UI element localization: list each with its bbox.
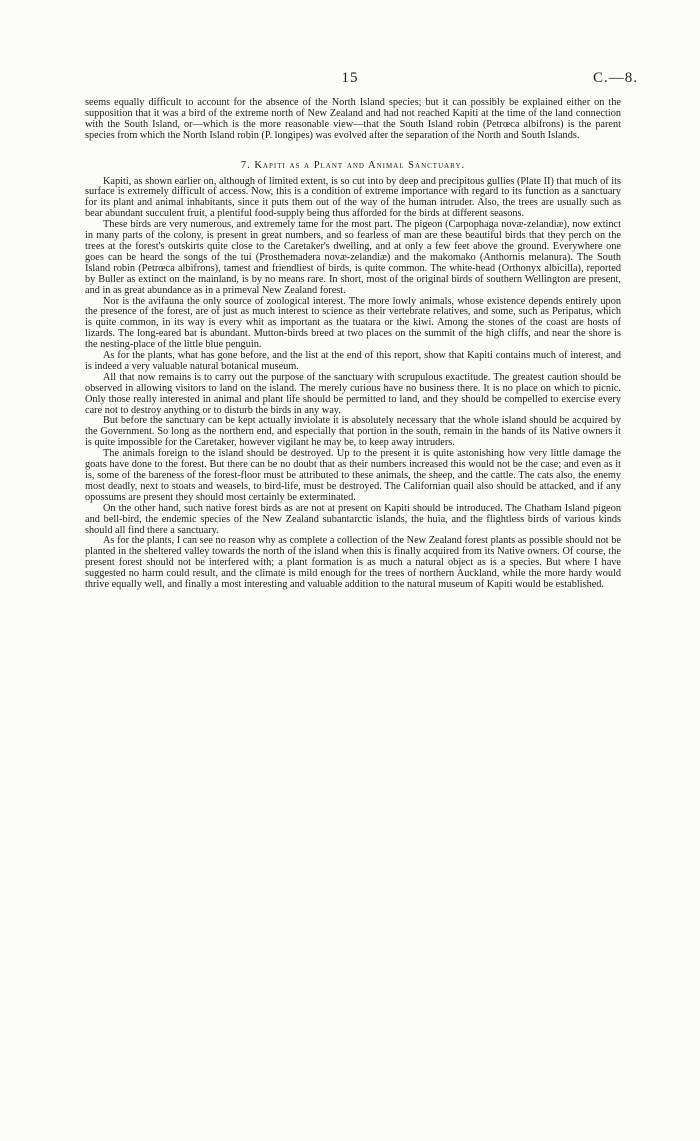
paragraph: These birds are very numerous, and extremely tame for the most part. The pigeon (Carpophaga novæ-zelandiæ), now extinct in many parts of the colony, is present in great numbers, and so fearless of man are these beautiful birds that they perch on the trees at the forest's outskirts quite close to the Caretaker's dwelling, and at only a few feet above the ground. Everywhere one goes can be heard the songs of the tui (Prosthemadera novæ-zelandiæ) and the makomako (Anthornis melanura). The South Island robin (Petrœca albifrons), tamest and friendliest of birds, is quite common. The white-head (Orthonyx albicilla), reported by Buller as extinct on the mainland, is by no means rare. In short, most of the original birds of southern Wellington are present, and in as great abundance as in a primeval New Zealand forest.: [85, 219, 621, 296]
document-reference: C.—8.: [592, 70, 638, 86]
section-title: 7. Kapiti as a Plant and Animal Sanctuary.: [240, 159, 466, 171]
paragraph: All that now remains is to carry out the purpose of the sanctuary with scrupulous exactitude. The greatest caution should be observed in allowing visitors to land on the island. The merely curious have no business there. It is no place on which to picnic. Only those really interested in animal and plant life should be permitted to land, and they should be compelled to exercise every care not to destroy anything or to disturb the birds in any way.: [85, 371, 621, 416]
paragraph: As for the plants, what has gone before, and the list at the end of this report, show that Kapiti contains much of interest, and is indeed a very valuable natural botanical museum.: [85, 350, 621, 372]
document-body: [85, 98, 621, 591]
page-number: 15: [341, 70, 359, 86]
paragraph: Kapiti, as shown earlier on, although of limited extent, is so cut into by deep and precipitous gullies (Plate II) that much of its surface is extremely difficult of access. Now, this is a condition of extreme importance with regard to its function as a sanctuary for its plant and animal inhabitants, since it puts them out of the way of the human intruder. Also, the trees are usually such as bear abundant succulent fruit, a plentiful food-supply being thus afforded for the birds at different seasons.: [85, 175, 621, 220]
paragraph: The animals foreign to the island should be destroyed. Up to the present it is quite astonishing how very little damage the goats have done to the forest. But there can be no doubt that as their numbers increased this would not be the case; and even as it is, some of the bareness of the forest-floor must be attributed to these animals, the sheep, and the cattle. The cats also, the enemy most deadly, next to stoats and weasels, to bird-life, must be destroyed. The Californian quail also should be attacked, and if any opossums are present they should most certainly be exterminated.: [85, 448, 621, 503]
paragraph: As for the plants, I can see no reason why as complete a collection of the New Zealand forest plants as possible should not be planted in the sheltered valley towards the north of the island when this is finally acquired from its Native owners. Of course, the present forest should not be interfered with; a plant formation is as much a natural object as is a species. But where I have suggested no harm could result, and the climate is mild enough for the trees of northern Auckland, while the more hardy would thrive equally well, and finally a most interesting and valuable addition to the natural museum of Kapiti would be established.: [85, 535, 621, 591]
paragraph-continuation: seems equally difficult to account for the absence of the North Island species; but it can possibly be explained either on the supposition that it was a bird of the extreme north of New Zealand and had not reached Kapiti at the time of the land connection with the South Island, or—which is the more reasonable view—that the South Island robin (Petrœca albifrons) is the parent species from which the North Island robin (P. longipes) was evolved after the separation of the North and South Islands.: [85, 97, 621, 141]
paragraph: But before the sanctuary can be kept actually inviolate it is absolutely necessary that the whole island should be acquired by the Government. So long as the northern end, and especially that portion in the south, remain in the hands of its Native owners it is quite impossible for the Caretaker, however vigilant he may be, to keep away intruders.: [85, 415, 621, 449]
paragraph: Nor is the avifauna the only source of zoological interest. The more lowly animals, whose existence depends entirely upon the presence of the forest, are of just as much interest to science as their vertebrate relatives, and some, such as Peripatus, which is quite common, in its way is every whit as important as the tuatara or the kiwi. Among the stones of the coast are hosts of lizards. The long-eared bat is abundant. Mutton-birds breed at two places on the summit of the high cliffs, and near the shore is the nesting-place of the little blue penguin.: [85, 295, 621, 351]
paragraph: On the other hand, such native forest birds as are not at present on Kapiti should be introduced. The Chatham Island pigeon and bell-bird, the endemic species of the New Zealand subantarctic islands, the huia, and the flightless birds of various kinds should all find there a sanctuary.: [85, 502, 621, 536]
